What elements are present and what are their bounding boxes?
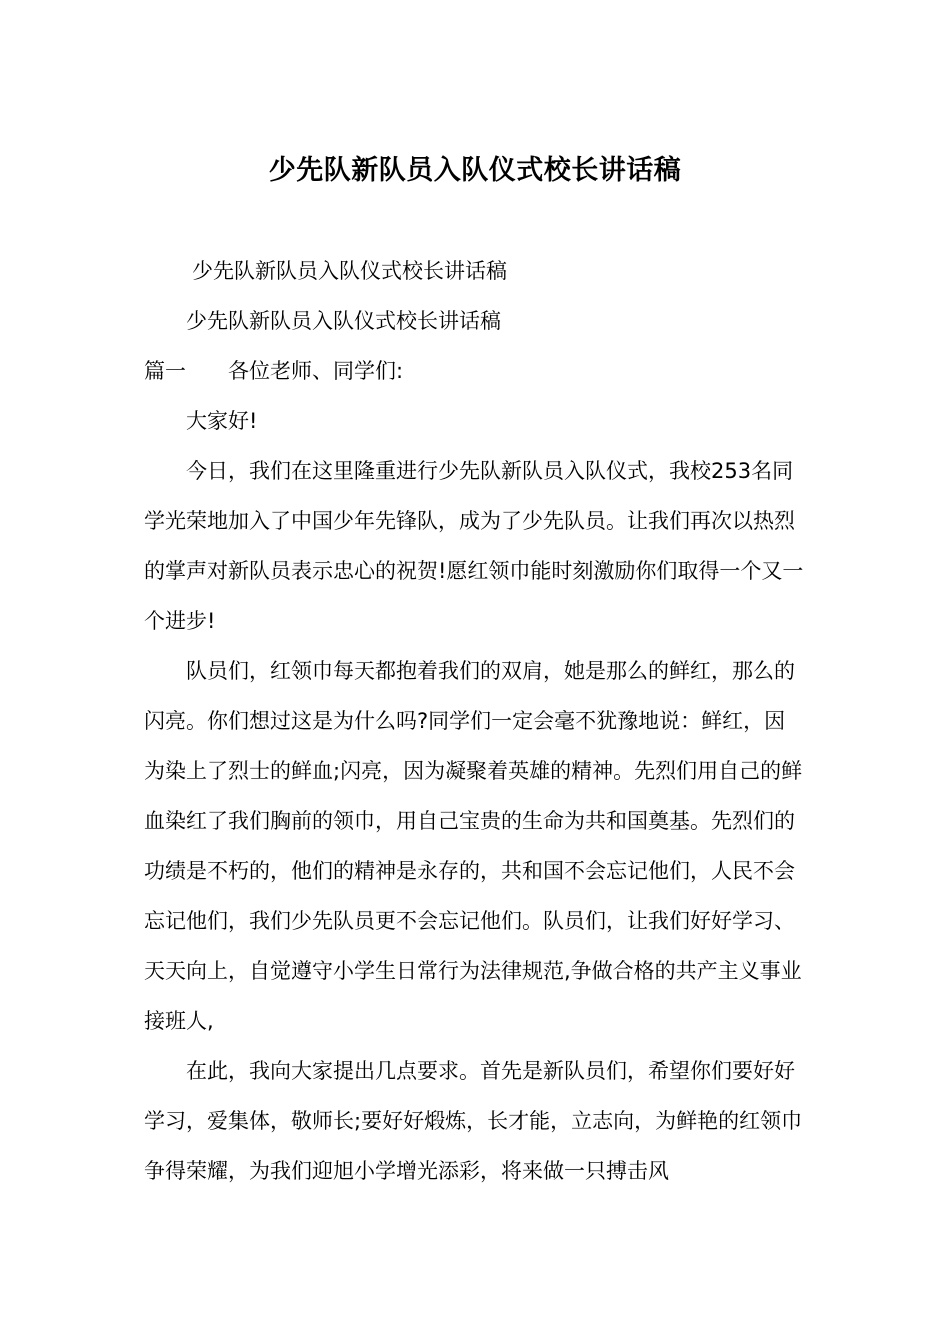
paragraph-3: 在此，我向大家提出几点要求。首先是新队员们，希望你们要好好学习，爱集体，敬师长;要好好煅炼，长才能，立志向，为鲜艳的红领巾争得荣耀，为我们迎旭小学增光添彩，将来做一只搏击风 xyxy=(144,1059,803,1183)
subtitle-line-1: 少先队新队员入队仪式校长讲话稿 xyxy=(192,259,507,283)
section-heading-line xyxy=(144,346,806,396)
document-title: 少先队新队员入队仪式校长讲话稿 xyxy=(268,155,682,186)
section-label: 篇一 xyxy=(144,359,186,383)
subtitle-line-2: 少先队新队员入队仪式校长讲话稿 xyxy=(186,309,501,333)
document-body xyxy=(144,246,806,1196)
greeting: 大家好! xyxy=(186,409,258,433)
paragraph-2: 队员们，红领巾每天都抱着我们的双肩，她是那么的鲜红，那么的闪亮。你们想过这是为什么吗?同学们一定会毫不犹豫地说：鲜红，因为染上了烈士的鲜血;闪亮，因为凝聚着英雄的精神。先烈们用自己的鲜血染红了我们胸前的领巾，用自己宝贵的生命为共和国奠基。先烈们的功绩是不朽的，他们的精神是永存的，共和国不会忘记他们，人民不会忘记他们，我们少先队员更不会忘记他们。队员们，让我们好好学习、天天向上，自觉遵守小学生日常行为法律规范,争做合格的共产主义事业接班人, xyxy=(144,659,803,1033)
paragraph-1: 今日，我们在这里隆重进行少先队新队员入队仪式，我校253名同学光荣地加入了中国少年先锋队，成为了少先队员。让我们再次以热烈的掌声对新队员表示忠心的祝贺!愿红领巾能时刻激励你们取得一个又一个进步! xyxy=(144,459,804,633)
salutation: 各位老师、同学们: xyxy=(228,359,404,383)
